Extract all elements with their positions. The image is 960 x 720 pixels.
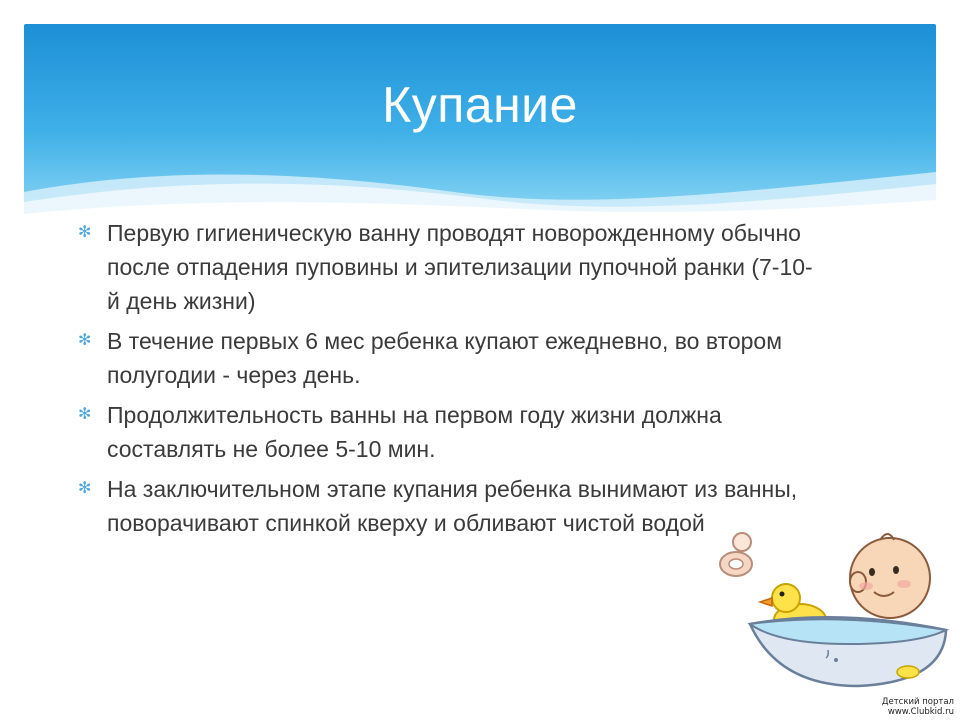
- watermark: [882, 697, 954, 717]
- bathtub: [750, 617, 946, 686]
- bullet-item: [78, 472, 818, 540]
- watermark-line: www.Clubkid.ru: [887, 707, 954, 717]
- baby-bath-illustration: [708, 520, 958, 695]
- bullet-text: В течение первых 6 мес ребенка купают ежедневно, во втором полугодии - через день.: [107, 328, 783, 388]
- bullet-item: [78, 398, 818, 466]
- bullet-item: [78, 216, 818, 318]
- bullet-text: На заключительном этапе купания ребенка вынимают из ванны, поворачивают спинкой кверху и обливают чистой водой: [107, 476, 798, 536]
- watermark-line: Детский портал: [881, 697, 954, 707]
- bullet-star-icon: ✻: [78, 332, 92, 349]
- slide-title: Купание: [382, 77, 578, 133]
- bullet-star-icon: ✻: [78, 480, 92, 497]
- bullet-text: Первую гигиеническую ванну проводят новорожденному обычно после отпадения пуповины и эпителизации пупочной ранки (7-10-й день жизни): [107, 220, 813, 314]
- bullet-text: Продолжительность ванны на первом году жизни должна составлять не более 5-10 мин.: [107, 402, 722, 462]
- bullet-list: [78, 216, 818, 546]
- bullet-star-icon: ✻: [78, 406, 92, 423]
- bullet-item: [78, 324, 818, 392]
- pacifier-icon: [720, 533, 752, 576]
- bullet-star-icon: ✻: [78, 224, 92, 241]
